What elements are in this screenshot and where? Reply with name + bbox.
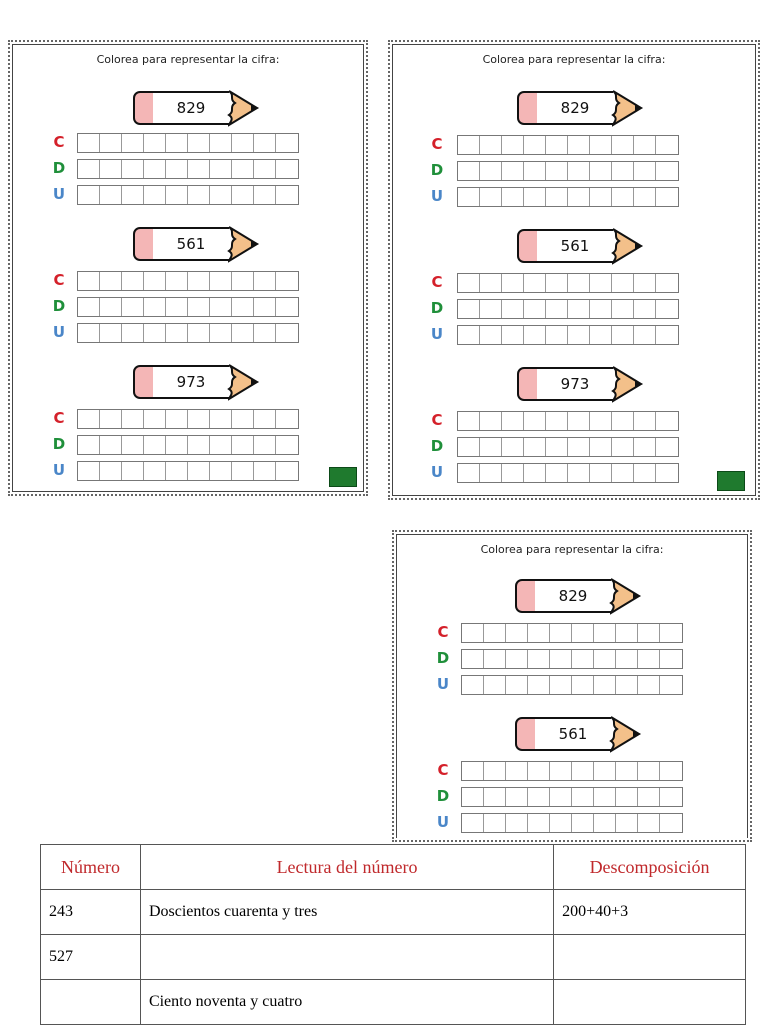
pencil-number: 561 bbox=[176, 235, 206, 253]
color-grid-u[interactable] bbox=[457, 463, 679, 483]
row-label-c: C bbox=[53, 133, 65, 151]
worksheet-card-2 bbox=[392, 44, 756, 496]
color-grid-c[interactable] bbox=[457, 411, 679, 431]
color-grid-u[interactable] bbox=[457, 325, 679, 345]
pencil-eraser bbox=[133, 91, 155, 125]
pencil-number: 973 bbox=[560, 375, 590, 393]
publisher-logo bbox=[717, 471, 745, 491]
color-grid-d[interactable] bbox=[457, 161, 679, 181]
color-grid-u[interactable] bbox=[77, 323, 299, 343]
row-label-u: U bbox=[430, 187, 444, 205]
pencil-eraser bbox=[517, 229, 539, 263]
color-grid-d[interactable] bbox=[457, 299, 679, 319]
worksheet-card-3 bbox=[396, 534, 748, 838]
color-grid-u[interactable] bbox=[461, 675, 683, 695]
color-grid-u[interactable] bbox=[77, 185, 299, 205]
header-lectura: Lectura del número bbox=[140, 845, 553, 890]
table-row bbox=[41, 935, 746, 980]
color-grid-c[interactable] bbox=[77, 409, 299, 429]
color-grid-u[interactable] bbox=[77, 461, 299, 481]
row-label-d: D bbox=[52, 159, 66, 177]
color-grid-d[interactable] bbox=[457, 437, 679, 457]
row-label-u: U bbox=[436, 675, 450, 693]
color-grid-d[interactable] bbox=[77, 297, 299, 317]
pencil-eraser bbox=[517, 91, 539, 125]
header-descomposicion: Descomposición bbox=[554, 845, 746, 890]
pencil-eraser bbox=[133, 365, 155, 399]
row-label-c: C bbox=[53, 409, 65, 427]
publisher-logo bbox=[329, 467, 357, 487]
cell-lectura[interactable] bbox=[140, 935, 553, 980]
row-label-u: U bbox=[436, 813, 450, 831]
pencil-tip-icon bbox=[227, 363, 261, 401]
pencil-number: 561 bbox=[558, 725, 588, 743]
color-grid-u[interactable] bbox=[461, 813, 683, 833]
row-label-c: C bbox=[53, 271, 65, 289]
pencil-tip-icon bbox=[609, 715, 643, 753]
color-grid-c[interactable] bbox=[77, 133, 299, 153]
pencil-tip-icon bbox=[227, 225, 261, 263]
row-label-d: D bbox=[430, 437, 444, 455]
header-numero: Número bbox=[41, 845, 141, 890]
row-label-u: U bbox=[52, 185, 66, 203]
pencil-tip-icon bbox=[609, 577, 643, 615]
cell-numero[interactable] bbox=[41, 980, 141, 1025]
table-row bbox=[41, 890, 746, 935]
color-grid-c[interactable] bbox=[461, 761, 683, 781]
row-label-d: D bbox=[52, 435, 66, 453]
pencil-eraser bbox=[515, 579, 537, 613]
cell-descomposicion[interactable]: 200+40+3 bbox=[554, 890, 746, 935]
number-reading-table bbox=[40, 844, 746, 1025]
worksheet-title: Colorea para representar la cifra: bbox=[480, 543, 664, 556]
pencil-number: 973 bbox=[176, 373, 206, 391]
pencil-tip-icon bbox=[611, 365, 645, 403]
row-label-d: D bbox=[430, 299, 444, 317]
row-label-c: C bbox=[431, 273, 443, 291]
color-grid-u[interactable] bbox=[457, 187, 679, 207]
cell-lectura[interactable]: Ciento noventa y cuatro bbox=[140, 980, 553, 1025]
row-label-u: U bbox=[430, 325, 444, 343]
color-grid-d[interactable] bbox=[77, 435, 299, 455]
cell-numero[interactable]: 527 bbox=[41, 935, 141, 980]
pencil-eraser bbox=[515, 717, 537, 751]
pencil-number: 561 bbox=[560, 237, 590, 255]
cell-numero[interactable]: 243 bbox=[41, 890, 141, 935]
row-label-d: D bbox=[52, 297, 66, 315]
row-label-d: D bbox=[436, 649, 450, 667]
cell-descomposicion[interactable] bbox=[554, 980, 746, 1025]
table-row bbox=[41, 980, 746, 1025]
cell-lectura[interactable]: Doscientos cuarenta y tres bbox=[140, 890, 553, 935]
color-grid-d[interactable] bbox=[461, 787, 683, 807]
worksheet-title: Colorea para representar la cifra: bbox=[96, 53, 280, 66]
pencil-tip-icon bbox=[611, 89, 645, 127]
color-grid-c[interactable] bbox=[461, 623, 683, 643]
row-label-d: D bbox=[436, 787, 450, 805]
color-grid-c[interactable] bbox=[457, 135, 679, 155]
pencil-number: 829 bbox=[560, 99, 590, 117]
row-label-c: C bbox=[431, 411, 443, 429]
pencil-tip-icon bbox=[611, 227, 645, 265]
row-label-c: C bbox=[431, 135, 443, 153]
cell-descomposicion[interactable] bbox=[554, 935, 746, 980]
pencil-tip-icon bbox=[227, 89, 261, 127]
pencil-eraser bbox=[517, 367, 539, 401]
row-label-c: C bbox=[437, 761, 449, 779]
row-label-c: C bbox=[437, 623, 449, 641]
color-grid-d[interactable] bbox=[77, 159, 299, 179]
row-label-u: U bbox=[430, 463, 444, 481]
pencil-number: 829 bbox=[176, 99, 206, 117]
row-label-u: U bbox=[52, 323, 66, 341]
pencil-eraser bbox=[133, 227, 155, 261]
color-grid-d[interactable] bbox=[461, 649, 683, 669]
color-grid-c[interactable] bbox=[457, 273, 679, 293]
pencil-number: 829 bbox=[558, 587, 588, 605]
worksheet-title: Colorea para representar la cifra: bbox=[482, 53, 666, 66]
row-label-d: D bbox=[430, 161, 444, 179]
table-header-row bbox=[41, 845, 746, 890]
worksheet-card-1 bbox=[12, 44, 364, 492]
color-grid-c[interactable] bbox=[77, 271, 299, 291]
row-label-u: U bbox=[52, 461, 66, 479]
